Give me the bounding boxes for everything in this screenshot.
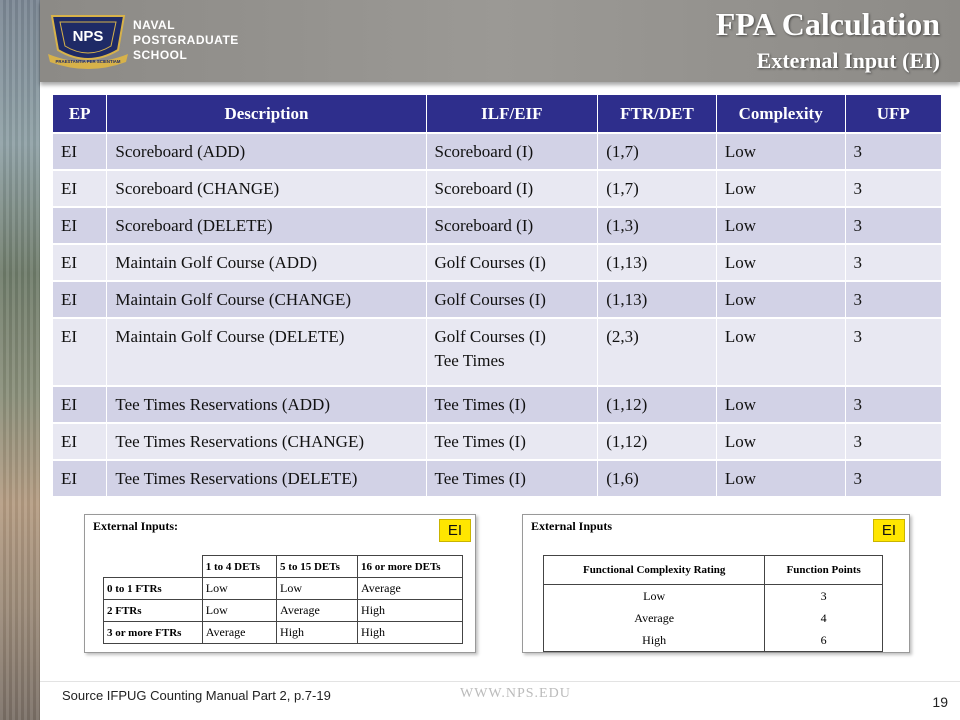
cell-description: Maintain Golf Course (ADD)	[107, 244, 426, 281]
cell-ufp: 3	[845, 318, 941, 386]
table-row	[53, 318, 941, 386]
matrix-row	[104, 600, 463, 622]
matrix-corner	[104, 556, 203, 578]
cell-description: Tee Times Reservations (DELETE)	[107, 460, 426, 496]
matrix-col-1: 1 to 4 DETs	[202, 556, 276, 578]
cell-ftr: (1,7)	[598, 133, 717, 170]
cell-ilf: Scoreboard (I)	[426, 170, 598, 207]
table-row	[53, 281, 941, 318]
ei-function-points-table-box	[522, 514, 910, 653]
side-photo-strip	[0, 0, 40, 720]
ref-right-title: External Inputs	[531, 519, 613, 533]
nps-logo-icon	[48, 10, 128, 70]
cell-ilf	[426, 318, 598, 386]
fp-header-row	[544, 556, 883, 585]
table-row	[53, 460, 941, 496]
fp-row	[544, 607, 883, 629]
matrix-cell: Low	[202, 578, 276, 600]
cell-ftr: (2,3)	[598, 318, 717, 386]
cell-ep: EI	[53, 386, 107, 423]
header-ftr-det: FTR/DET	[598, 95, 717, 133]
fp-points: 6	[765, 629, 883, 652]
cell-description: Scoreboard (CHANGE)	[107, 170, 426, 207]
header-ilf-eif: ILF/EIF	[426, 95, 598, 133]
cell-ufp: 3	[845, 281, 941, 318]
footer-divider	[40, 681, 960, 682]
cell-ftr: (1,12)	[598, 423, 717, 460]
matrix-cell: Average	[277, 600, 358, 622]
cell-ep: EI	[53, 170, 107, 207]
matrix-cell: High	[358, 622, 463, 644]
logo-badge-text: NPS	[72, 28, 104, 45]
matrix-col-3: 16 or more DETs	[358, 556, 463, 578]
header-band	[40, 0, 960, 82]
ei-complexity-matrix	[84, 514, 476, 653]
table-header-row	[53, 95, 941, 133]
cell-description: Maintain Golf Course (CHANGE)	[107, 281, 426, 318]
cell-description: Tee Times Reservations (CHANGE)	[107, 423, 426, 460]
table-row	[53, 170, 941, 207]
school-name-line-1: NAVAL	[133, 18, 176, 32]
header-ep: EP	[53, 95, 107, 133]
cell-description: Tee Times Reservations (ADD)	[107, 386, 426, 423]
matrix-row	[104, 578, 463, 600]
cell-complexity: Low	[716, 170, 845, 207]
source-citation: Source IFPUG Counting Manual Part 2, p.7-19	[62, 688, 331, 703]
logo-motto: PRAESTANTIA PER SCIENTIAM	[55, 59, 121, 64]
cell-ufp: 3	[845, 460, 941, 496]
cell-ufp: 3	[845, 170, 941, 207]
cell-ftr: (1,13)	[598, 244, 717, 281]
cell-complexity: Low	[716, 318, 845, 386]
fp-row	[544, 585, 883, 608]
table-row	[53, 423, 941, 460]
ei-complexity-table	[103, 555, 463, 644]
cell-complexity: Low	[716, 133, 845, 170]
matrix-row	[104, 622, 463, 644]
table-row	[53, 386, 941, 423]
cell-ilf: Tee Times (I)	[426, 386, 598, 423]
cell-ilf-line-1: Golf Courses (I)	[434, 327, 546, 346]
page-number: 19	[932, 694, 948, 710]
cell-ep: EI	[53, 460, 107, 496]
matrix-cell: Low	[277, 578, 358, 600]
cell-ftr: (1,6)	[598, 460, 717, 496]
fpa-table	[53, 95, 941, 496]
cell-description: Maintain Golf Course (DELETE)	[107, 318, 426, 386]
cell-ftr: (1,3)	[598, 207, 717, 244]
fp-rating: Low	[544, 585, 765, 608]
cell-complexity: Low	[716, 244, 845, 281]
matrix-cell: High	[277, 622, 358, 644]
header-description: Description	[107, 95, 426, 133]
cell-ufp: 3	[845, 423, 941, 460]
table-row	[53, 207, 941, 244]
page-title: FPA Calculation	[715, 6, 940, 42]
matrix-col-2: 5 to 15 DETs	[277, 556, 358, 578]
matrix-cell: High	[358, 600, 463, 622]
cell-ufp: 3	[845, 133, 941, 170]
cell-ilf: Scoreboard (I)	[426, 133, 598, 170]
cell-ftr: (1,12)	[598, 386, 717, 423]
ei-tag-right: EI	[873, 519, 905, 542]
table-row	[53, 133, 941, 170]
cell-ilf: Tee Times (I)	[426, 460, 598, 496]
fp-rating: Average	[544, 607, 765, 629]
cell-description: Scoreboard (DELETE)	[107, 207, 426, 244]
fp-rating: High	[544, 629, 765, 652]
cell-ep: EI	[53, 133, 107, 170]
cell-ftr: (1,13)	[598, 281, 717, 318]
cell-complexity: Low	[716, 423, 845, 460]
cell-ufp: 3	[845, 207, 941, 244]
fp-points: 4	[765, 607, 883, 629]
cell-ep: EI	[53, 423, 107, 460]
school-name	[133, 18, 239, 63]
ref-left-title: External Inputs:	[93, 519, 179, 533]
cell-ep: EI	[53, 244, 107, 281]
cell-ilf: Tee Times (I)	[426, 423, 598, 460]
ei-tag-left: EI	[439, 519, 471, 542]
table-row	[53, 244, 941, 281]
cell-ufp: 3	[845, 244, 941, 281]
cell-ilf: Golf Courses (I)	[426, 244, 598, 281]
cell-complexity: Low	[716, 460, 845, 496]
cell-complexity: Low	[716, 281, 845, 318]
cell-ufp: 3	[845, 386, 941, 423]
cell-ep: EI	[53, 207, 107, 244]
ei-function-points-table	[543, 555, 883, 652]
fp-points: 3	[765, 585, 883, 608]
cell-ilf: Scoreboard (I)	[426, 207, 598, 244]
cell-ftr: (1,7)	[598, 170, 717, 207]
cell-description: Scoreboard (ADD)	[107, 133, 426, 170]
cell-ilf: Golf Courses (I)	[426, 281, 598, 318]
header-complexity: Complexity	[716, 95, 845, 133]
footer-url: WWW.NPS.EDU	[460, 686, 571, 701]
matrix-row-label: 2 FTRs	[104, 600, 203, 622]
fp-col-points: Function Points	[765, 556, 883, 585]
header-ufp: UFP	[845, 95, 941, 133]
matrix-cell: Average	[202, 622, 276, 644]
fp-row	[544, 629, 883, 652]
cell-complexity: Low	[716, 207, 845, 244]
matrix-row-label: 3 or more FTRs	[104, 622, 203, 644]
matrix-cell: Low	[202, 600, 276, 622]
school-name-line-2: POSTGRADUATE	[133, 33, 239, 47]
matrix-row-label: 0 to 1 FTRs	[104, 578, 203, 600]
cell-ep: EI	[53, 318, 107, 386]
school-name-line-3: SCHOOL	[133, 48, 188, 62]
matrix-cell: Average	[358, 578, 463, 600]
fp-col-rating: Functional Complexity Rating	[544, 556, 765, 585]
matrix-header-row	[104, 556, 463, 578]
cell-complexity: Low	[716, 386, 845, 423]
cell-ep: EI	[53, 281, 107, 318]
cell-ilf-line-2: Tee Times	[434, 351, 505, 370]
page-subtitle: External Input (EI)	[756, 48, 940, 73]
